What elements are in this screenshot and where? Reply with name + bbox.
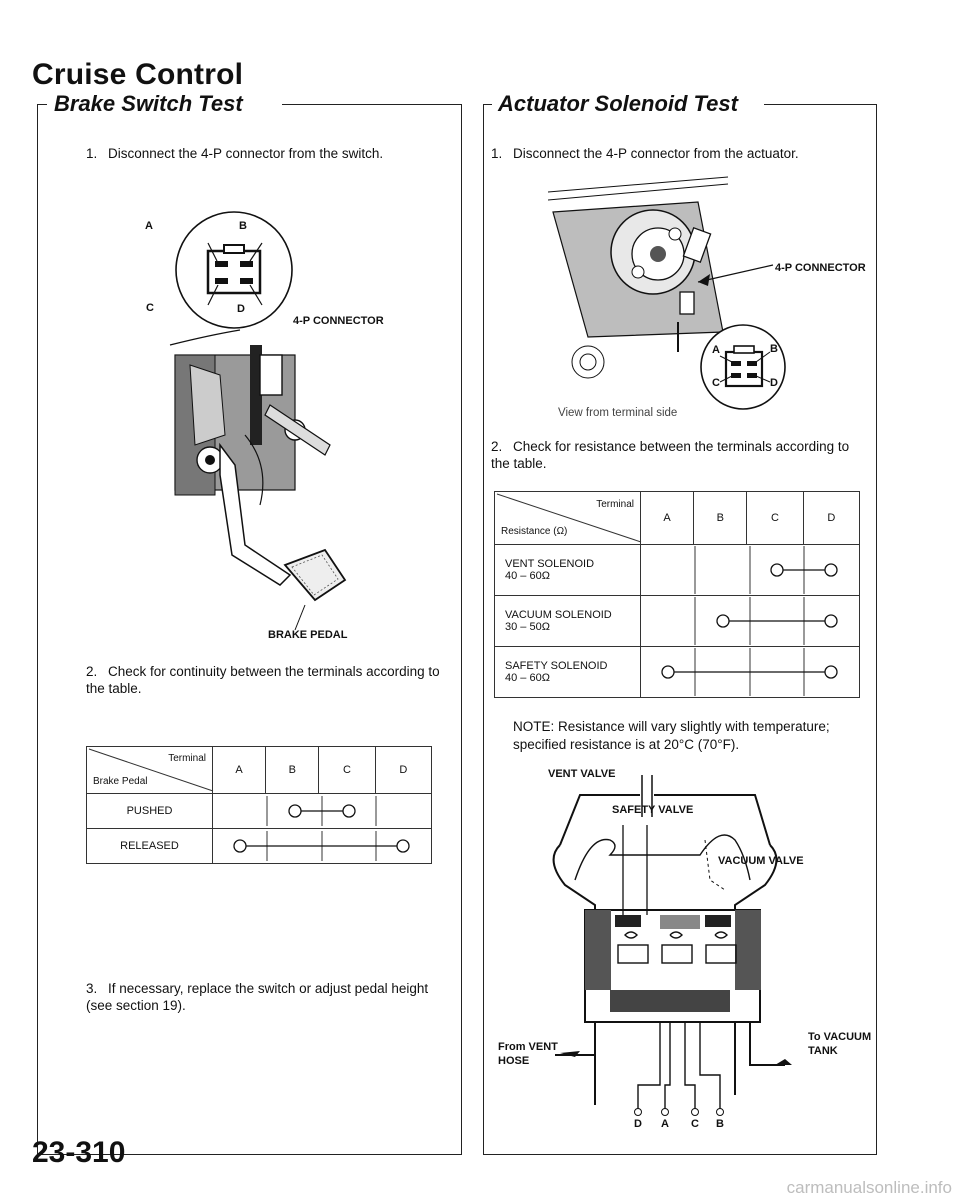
actuator-step-2: 2. Check for resistance between the terminals according to the table. (491, 439, 850, 471)
brake-connector-label: 4-P CONNECTOR (293, 315, 384, 327)
brake-pedal-label: BRAKE PEDAL (268, 629, 348, 641)
col-header: D (375, 747, 431, 794)
continuity-marks (641, 597, 859, 645)
continuity-marks (641, 546, 859, 594)
to-vacuum-label: To VACUUM TANK (808, 1031, 872, 1057)
continuity-marks (641, 648, 859, 696)
brake-step-1: 1. Disconnect the 4-P connector from the switch. (86, 146, 384, 161)
terminal-label-c: C (146, 302, 154, 314)
col-header: B (694, 492, 747, 545)
page-number: 23-310 (32, 1136, 126, 1169)
actuator-resistance-table (494, 491, 860, 698)
resistance-note: NOTE: Resistance will vary slightly with temperature; specified resistance is at 20°C (70°F). (513, 719, 830, 752)
safety-valve-label: SAFETY VALVE (612, 804, 694, 816)
diagram-terminal-c: C (691, 1118, 699, 1130)
col-header: A (641, 492, 694, 545)
col-header: D (803, 492, 859, 545)
watermark: carmanualsonline.info (786, 1178, 952, 1197)
view-label: View from terminal side (558, 407, 678, 419)
vacuum-valve-label: VACUUM VALVE (718, 855, 804, 867)
diagram-terminal-a: A (661, 1118, 669, 1130)
col-header: A (213, 747, 266, 794)
actuator-terminal-a: A (712, 344, 720, 356)
vent-valve-label: VENT VALVE (548, 768, 616, 780)
table-header-row-type: Resistance (Ω) (501, 526, 568, 537)
terminal-label-b: B (239, 220, 247, 232)
col-header: B (266, 747, 319, 794)
table-header-terminal: Terminal (168, 753, 206, 764)
actuator-step-1: 1. Disconnect the 4-P connector from the actuator. (491, 146, 799, 161)
col-header: C (319, 747, 375, 794)
actuator-illustration (548, 172, 858, 412)
row-label: VACUUM SOLENOID 30 – 50Ω (495, 596, 641, 647)
table-header-row-type: Brake Pedal (93, 776, 148, 787)
actuator-terminal-c: C (712, 377, 720, 389)
row-label: RELEASED (87, 829, 213, 864)
brake-continuity-table (86, 746, 432, 864)
actuator-title: Actuator Solenoid Test (492, 91, 744, 117)
diagram-terminal-b: B (716, 1118, 724, 1130)
row-label: PUSHED (87, 794, 213, 829)
table-header-terminal: Terminal (596, 499, 634, 510)
terminal-label-a: A (145, 220, 153, 232)
actuator-terminal-d: D (770, 377, 778, 389)
diagram-terminal-d: D (634, 1118, 642, 1130)
continuity-marks (213, 831, 431, 861)
brake-switch-illustration (150, 205, 400, 645)
terminal-label-d: D (237, 303, 245, 315)
brake-step-2: 2. Check for continuity between the terminals according to the table. (86, 664, 440, 696)
col-header: C (747, 492, 803, 545)
continuity-marks (213, 796, 431, 826)
from-vent-label: From VENT HOSE (498, 1041, 558, 1067)
row-label: VENT SOLENOID 40 – 60Ω (495, 545, 641, 596)
row-label: SAFETY SOLENOID 40 – 60Ω (495, 647, 641, 698)
actuator-valve-diagram (520, 765, 870, 1130)
brake-switch-title: Brake Switch Test (48, 91, 249, 117)
brake-step-3: 3. If necessary, replace the switch or adjust pedal height (see section 19). (86, 981, 429, 1013)
actuator-connector-label: 4-P CONNECTOR (775, 262, 866, 274)
actuator-terminal-b: B (770, 343, 778, 355)
page-title: Cruise Control (32, 58, 244, 91)
